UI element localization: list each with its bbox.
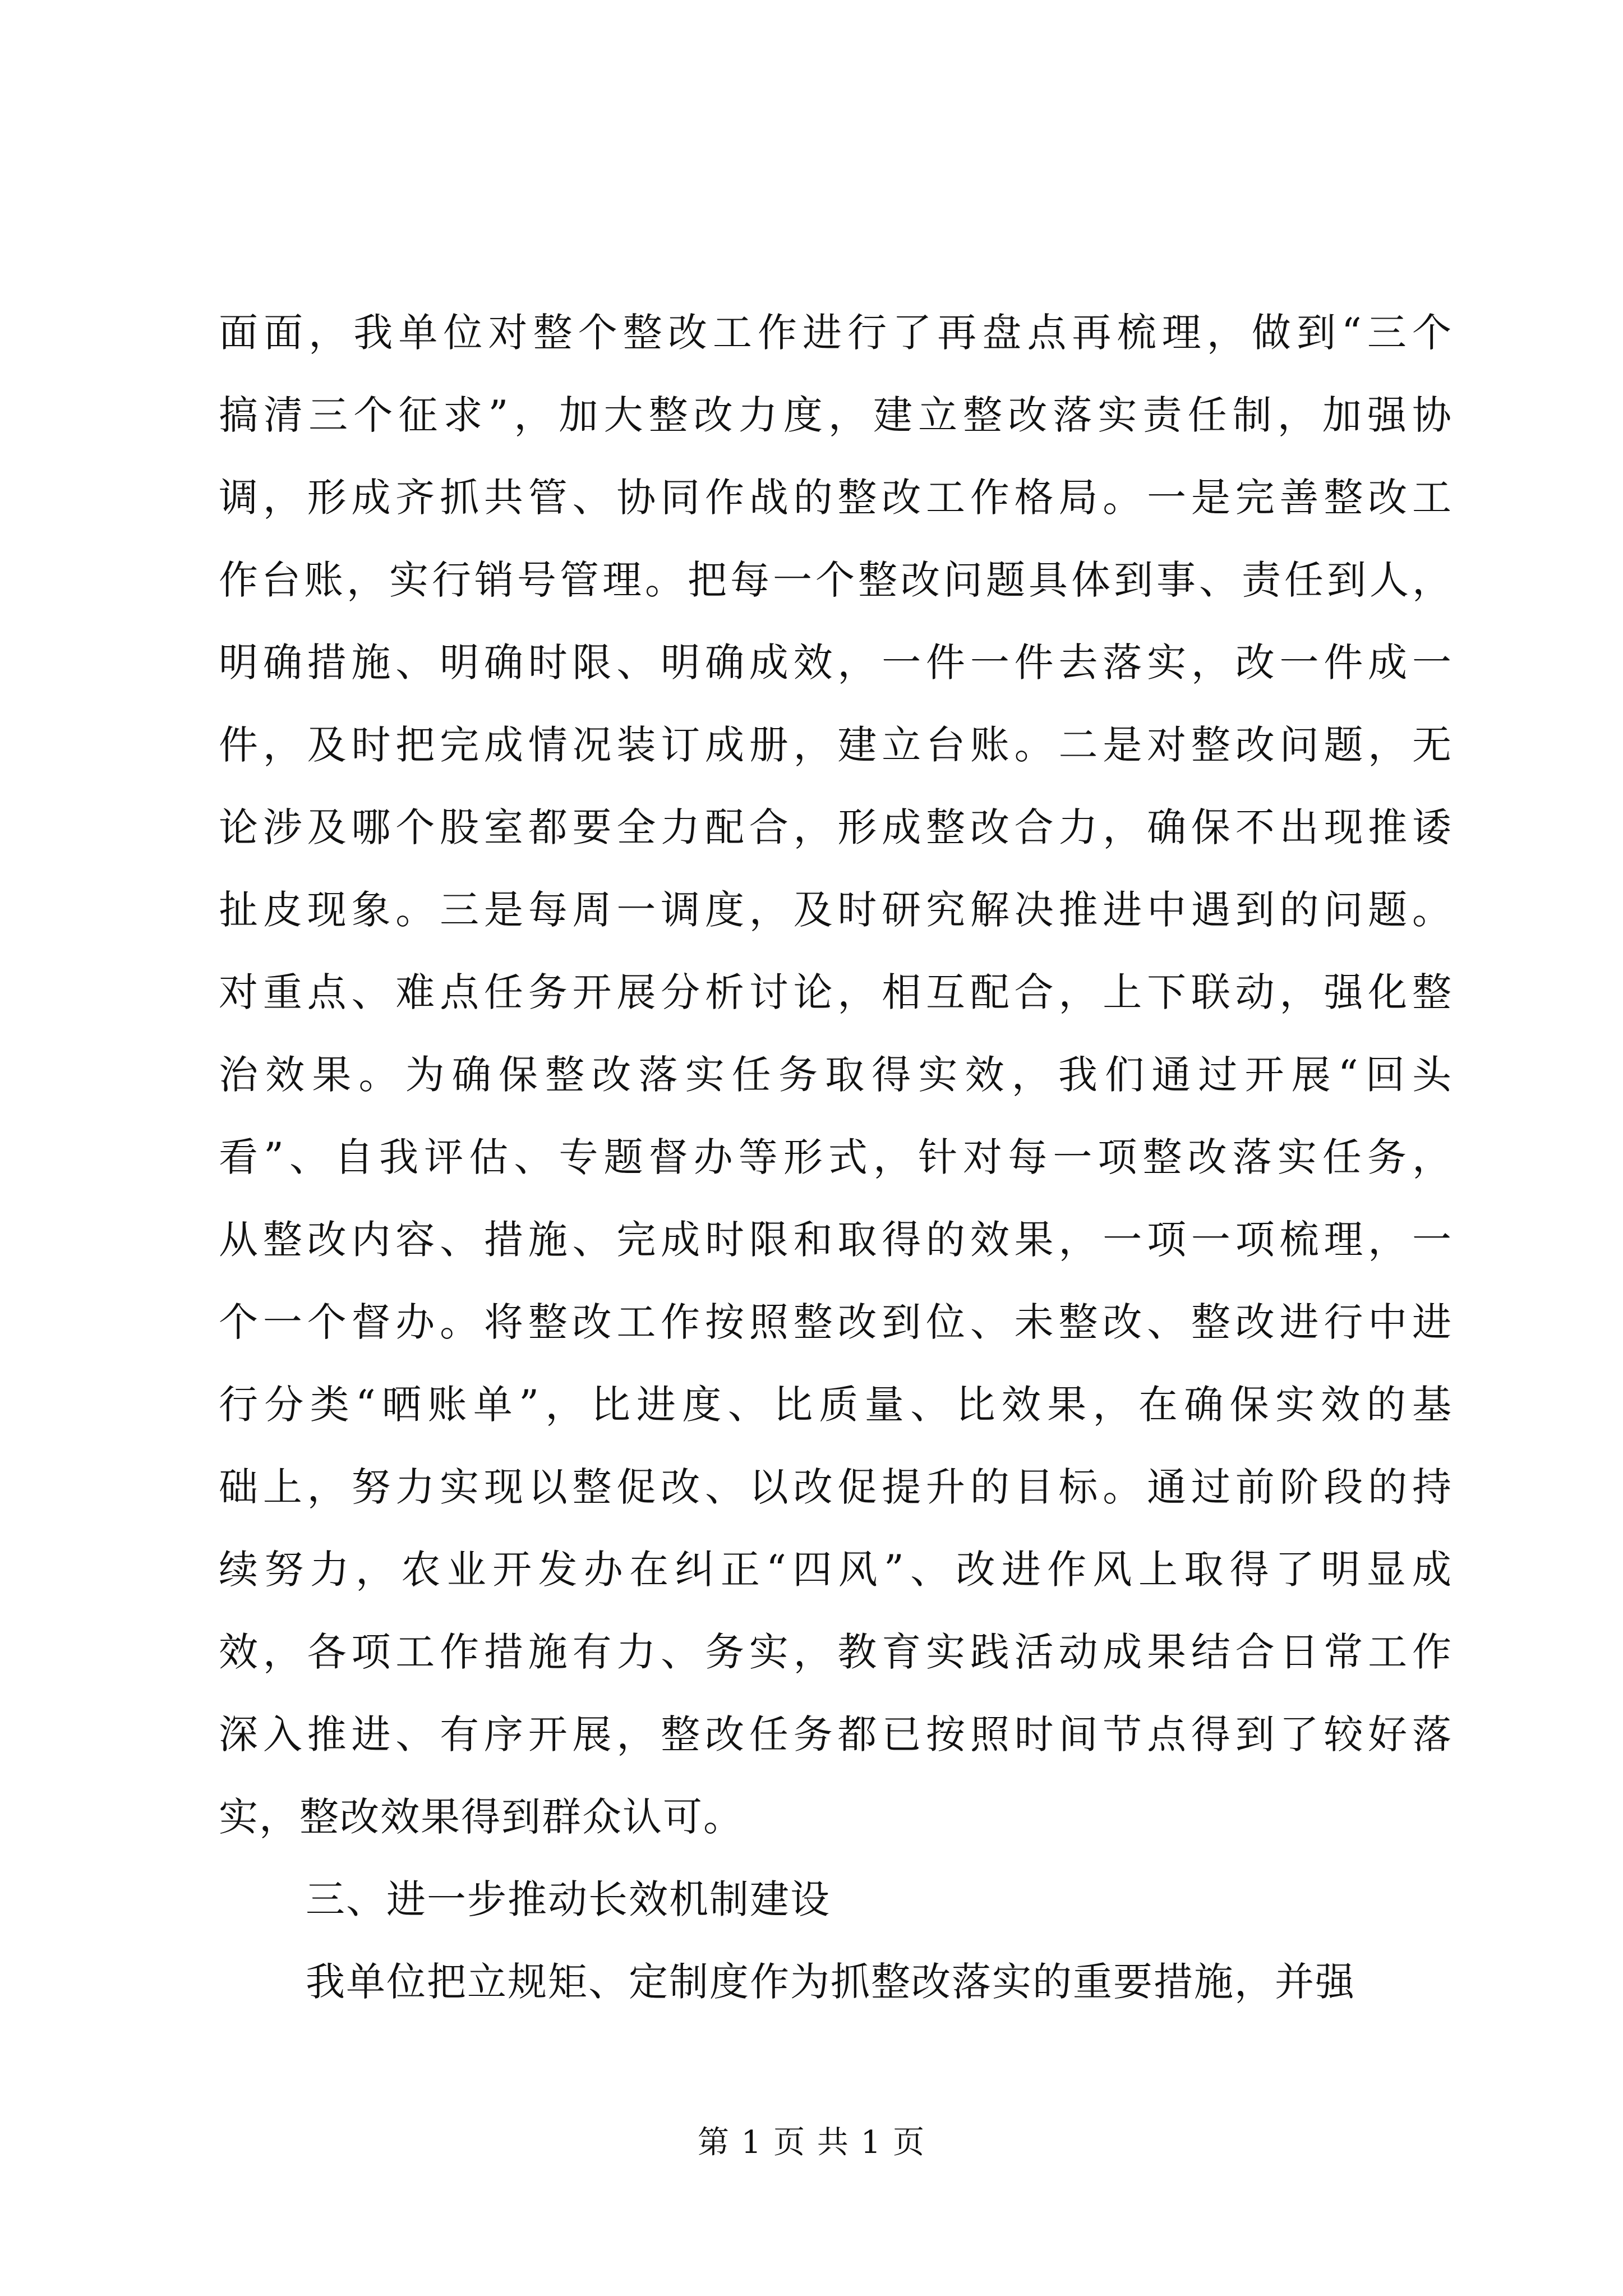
- body-line-12: 从整改内容、措施、完成时限和取得的效果，一项一项梳理，一: [219, 1217, 1453, 1263]
- body-line-5: 明确措施、明确时限、明确成效，一件一件去落实，改一件成一: [219, 639, 1453, 685]
- body-line-3: 调，形成齐抓共管、协同作战的整改工作格局。一是完善整改工: [219, 475, 1453, 521]
- body-line-16: 续努力，农业开发办在纠正“四风”、改进作风上取得了明显成: [219, 1547, 1453, 1593]
- body-line-6: 件，及时把完成情况装订成册，建立台账。二是对整改问题，无: [219, 722, 1453, 768]
- section-heading: 三、进一步推动长效机制建设: [306, 1876, 831, 1922]
- body-line-21: 我单位把立规矩、定制度作为抓整改落实的重要措施，并强: [306, 1959, 1355, 2005]
- body-line-11: 看”、自我评估、专题督办等形式，针对每一项整改落实任务，: [219, 1134, 1453, 1180]
- body-line-18: 深入推进、有序开展，整改任务都已按照时间节点得到了较好落: [219, 1711, 1453, 1757]
- page-number-footer: 第 1 页 共 1 页: [697, 2124, 926, 2161]
- document-body: [219, 292, 1453, 2023]
- body-line-7: 论涉及哪个股室都要全力配合，形成整改合力，确保不出现推诿: [219, 804, 1453, 850]
- body-line-10: 治效果。为确保整改落实任务取得实效，我们通过开展“回头: [219, 1052, 1453, 1098]
- body-line-17: 效，各项工作措施有力、务实，教育实践活动成果结合日常工作: [219, 1629, 1453, 1675]
- body-line-1: 面面，我单位对整个整改工作进行了再盘点再梳理，做到“三个: [219, 310, 1453, 356]
- body-line-9: 对重点、难点任务开展分析讨论，相互配合，上下联动，强化整: [219, 969, 1453, 1015]
- body-line-2: 搞清三个征求”，加大整改力度，建立整改落实责任制，加强协: [219, 392, 1453, 438]
- body-line-19: 实，整改效果得到群众认可。: [219, 1794, 744, 1840]
- body-line-4: 作台账，实行销号管理。把每一个整改问题具体到事、责任到人，: [219, 557, 1453, 603]
- body-line-15: 础上，努力实现以整促改、以改促提升的目标。通过前阶段的持: [219, 1464, 1453, 1510]
- body-line-8: 扯皮现象。三是每周一调度，及时研究解决推进中遇到的问题。: [219, 887, 1453, 933]
- body-line-13: 个一个督办。将整改工作按照整改到位、未整改、整改进行中进: [219, 1299, 1453, 1345]
- body-line-14: 行分类“晒账单”，比进度、比质量、比效果，在确保实效的基: [219, 1382, 1453, 1428]
